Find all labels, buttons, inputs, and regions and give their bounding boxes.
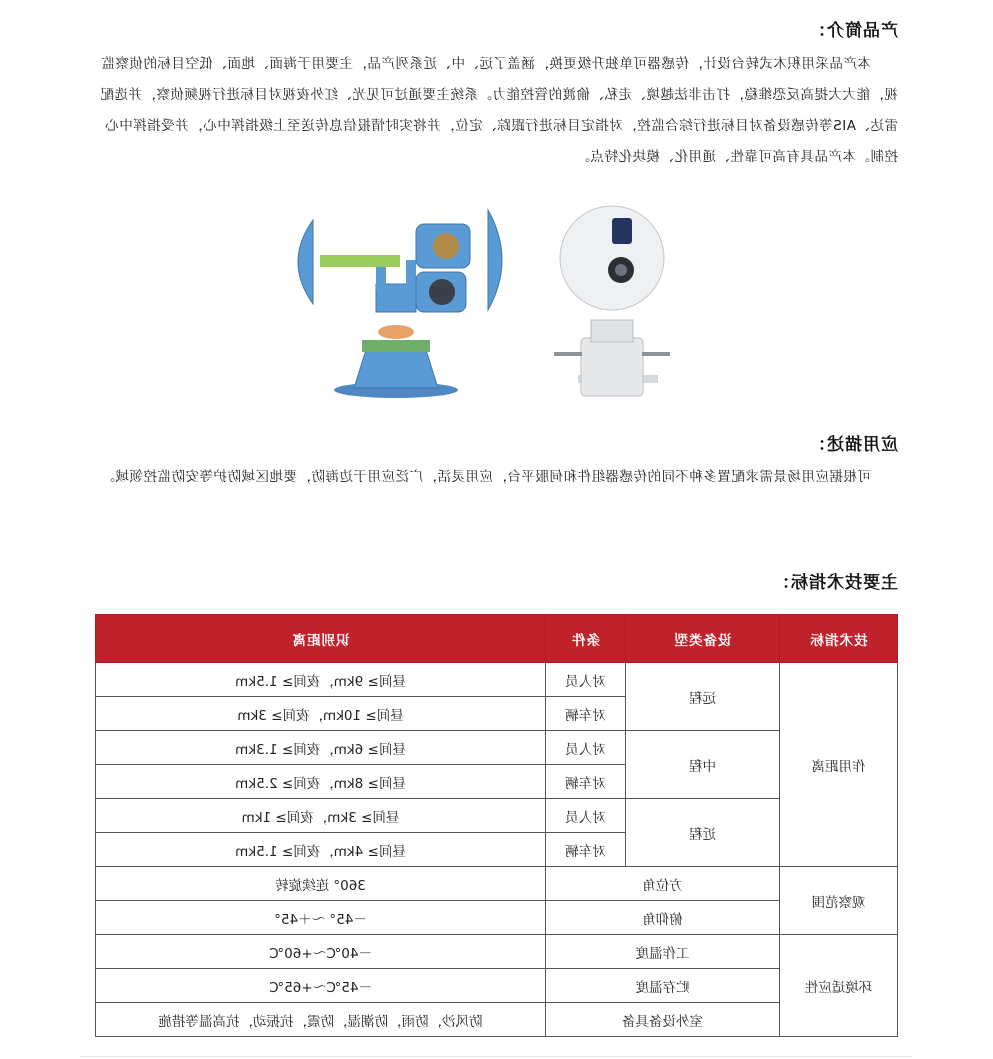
- range-type-near: 近程: [626, 799, 780, 867]
- distance-cell: 昼间≥ 9km，夜间≥ 1.5km: [96, 663, 546, 697]
- product-figures: [288, 200, 678, 410]
- table-row: [96, 1003, 898, 1037]
- spec-value-cell: 防风沙，防雨，防潮湿，防震，抗振动，抗高温等措施: [96, 1003, 546, 1037]
- group-range: 作用距离: [780, 663, 898, 867]
- spec-value-cell: －40℃～+60℃: [96, 935, 546, 969]
- distance-cell: 昼间≥ 6km，夜间≥ 1.3km: [96, 731, 546, 765]
- condition-cell: 对人员: [546, 799, 626, 833]
- condition-cell: 对人员: [546, 731, 626, 765]
- table-row: [96, 867, 898, 901]
- exploded-unit-image: [298, 210, 502, 398]
- table-row: [96, 799, 898, 833]
- specs-table: [95, 614, 898, 1037]
- assembled-unit-image: [554, 206, 670, 396]
- header-condition: 条件: [546, 615, 626, 663]
- table-row: [96, 935, 898, 969]
- intro-text: 本产品采用积木式转台设计，传感器可单独升级更换，涵盖了远、中、近系列产品，主要用于海面、地面、低空目标的侦察监视，能大大提高反恐维稳，打击非法越境、走私、偷渡的管控能力。系统主要通过可见光、红外夜视对目标进行视频侦察，并选配雷达、AIS等传感设备对目标进行综合监控，对指定目标进行跟踪、定位，并将实时情报信息传送至上级指挥中心，并受指挥中心控制。本产品具有高可靠性、通用化、模块化特点。: [100, 56, 898, 165]
- condition-cell: 对车辆: [546, 833, 626, 867]
- table-row: [96, 731, 898, 765]
- distance-cell: 昼间≥ 8km，夜间≥ 2.5km: [96, 765, 546, 799]
- spec-label-cell: 俯仰角: [546, 901, 780, 935]
- table-row: [96, 969, 898, 1003]
- header-recognition-distance: 识别距离: [96, 615, 546, 663]
- application-text: 可根据应用场景需求配置多种不同的传感器组件和伺服平台，应用灵活，广泛应用于边海防，要地区域防护等安防监控领域。: [101, 469, 871, 485]
- spec-label-cell: 工作温度: [546, 935, 780, 969]
- application-heading: 应用描述：: [808, 435, 898, 455]
- header-indicator: 技术指标: [780, 615, 898, 663]
- specs-heading: 主要技术指标：: [772, 573, 898, 593]
- spec-label-cell: 方位角: [546, 867, 780, 901]
- spec-value-cell: －45℃～+65℃: [96, 969, 546, 1003]
- group-view: 观察范围: [780, 867, 898, 935]
- condition-cell: 对车辆: [546, 697, 626, 731]
- spec-value-cell: －45° ～＋45°: [96, 901, 546, 935]
- distance-cell: 昼间≥ 4km，夜间≥ 1.5km: [96, 833, 546, 867]
- range-type-mid: 中程: [626, 731, 780, 799]
- spec-label-cell: 贮存温度: [546, 969, 780, 1003]
- distance-cell: 昼间≥ 10km，夜间≥ 3km: [96, 697, 546, 731]
- distance-cell: 昼间≥ 3km，夜间≥ 1km: [96, 799, 546, 833]
- group-env: 环境适应性: [780, 935, 898, 1037]
- divider: [80, 1056, 913, 1057]
- specs-header-row: [96, 615, 898, 663]
- range-type-far: 远程: [626, 663, 780, 731]
- header-device-type: 设备类型: [626, 615, 780, 663]
- condition-cell: 对车辆: [546, 765, 626, 799]
- spec-value-cell: 360° 连续旋转: [96, 867, 546, 901]
- intro-heading: 产品简介：: [808, 21, 898, 41]
- table-row: [96, 663, 898, 697]
- spec-label-cell: 室外设备具备: [546, 1003, 780, 1037]
- condition-cell: 对人员: [546, 663, 626, 697]
- table-row: [96, 901, 898, 935]
